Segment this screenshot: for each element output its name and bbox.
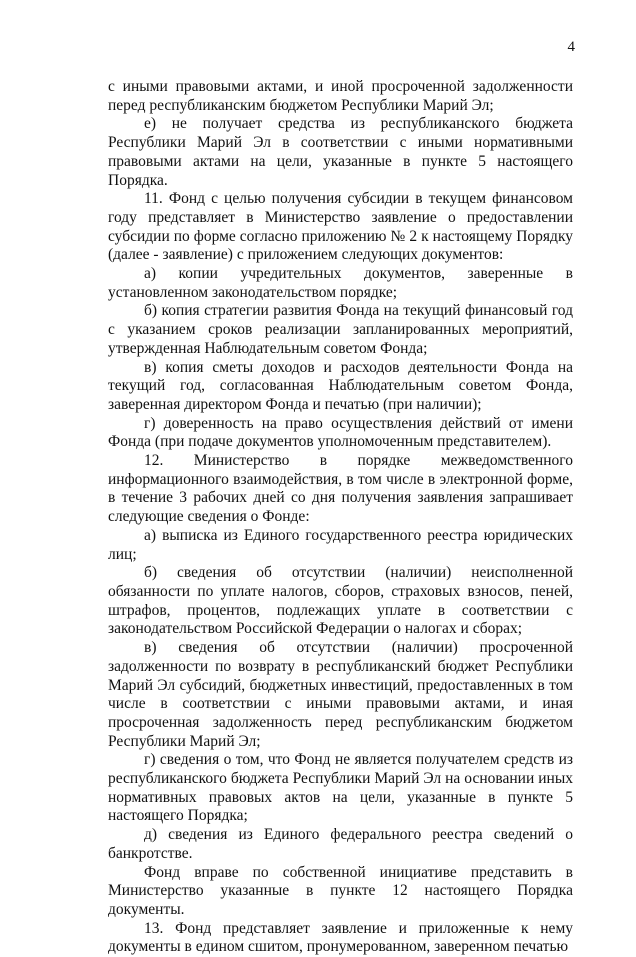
paragraph-item-b-2: б) сведения об отсутствии (наличии) неисполненной обязанности по уплате налогов, сборов, страховых взносов, пеней, штрафов, процентов, подлежащих уплате в соответствии с законодательством Российской Федерации о налогах и сборах; xyxy=(108,564,573,638)
paragraph-section-13: 13. Фонд представляет заявление и приложенные к нему документы в едином сшитом, пронумерованном, заверенном печатью xyxy=(108,919,573,956)
paragraph-item-v-2: в) сведения об отсутствии (наличии) просроченной задолженности по возврату в республиканский бюджет Республики Марий Эл субсидий, бюджетных инвестиций, предоставленных в том числе в соответствии с иными правовыми актами, и иная просроченная задолженность перед республиканским бюджетом Республики Марий Эл; xyxy=(108,639,573,750)
paragraph-item-b: б) копия стратегии развития Фонда на текущий финансовый год с указанием сроков реализации запланированных мероприятий, утвержденная Наблюдательным советом Фонда; xyxy=(108,302,573,357)
paragraph-item-g: г) доверенность на право осуществления действий от имени Фонда (при подаче документов уполномоченным представителем). xyxy=(108,414,573,451)
paragraph-item-a: а) копии учредительных документов, заверенные в установленном законодательством порядке; xyxy=(108,265,573,301)
paragraph-item-d: д) сведения из Единого федерального реестра сведений о банкротстве. xyxy=(108,826,573,862)
paragraph-item-e: е) не получает средства из республиканского бюджета Республики Марий Эл в соответствии с иными нормативными правовыми актами на цели, указанные в пункте 5 настоящего Порядка. xyxy=(108,115,573,189)
paragraph-item-v: в) копия сметы доходов и расходов деятельности Фонда на текущий год, согласованная Наблюдательным советом Фонда, заверенная директором Фонда и печатью (при наличии); xyxy=(108,358,573,413)
paragraph-item-g-2: г) сведения о том, что Фонд не является получателем средств из республиканского бюджета Республики Марий Эл на основании иных нормативных правовых актов на цели, указанные в пункте 5 настоящего Порядка; xyxy=(108,751,573,825)
paragraph-section-12: 12. Министерство в порядке межведомственного информационного взаимодействия, в том числе в электронной форме, в течение 3 рабочих дней со дня получения заявления запрашивает следующие сведения о Фонде: xyxy=(108,452,573,526)
paragraph-item-a-2: а) выписка из Единого государственного реестра юридических лиц; xyxy=(108,526,573,563)
document-body xyxy=(108,78,573,957)
page-number: 4 xyxy=(567,39,575,55)
paragraph-section-11: 11. Фонд с целью получения субсидии в текущем финансовом году представляет в Министерство заявление о предоставлении субсидии по форме согласно приложению № 2 к настоящему Порядку (далее - заявление) с приложением следующих документов: xyxy=(108,190,573,264)
paragraph-continuation: с иными правовыми актами, и иной просроченной задолженности перед республиканским бюджетом Республики Марий Эл; xyxy=(108,78,573,114)
paragraph-fund-initiative: Фонд вправе по собственной инициативе представить в Министерство указанные в пункте 12 настоящего Порядка документы. xyxy=(108,863,573,918)
